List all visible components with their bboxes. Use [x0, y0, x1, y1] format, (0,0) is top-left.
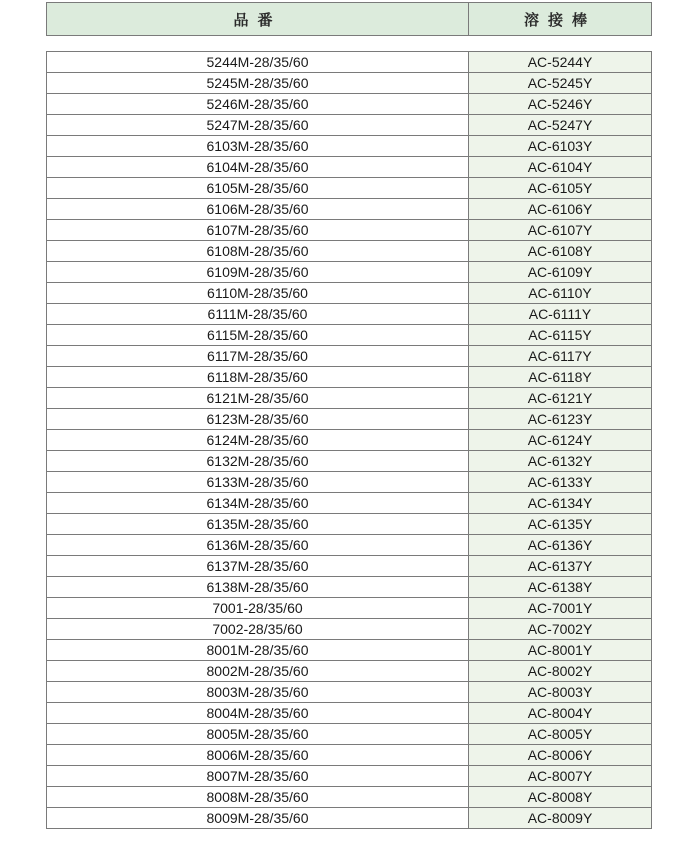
welding-rod-cell: AC-8005Y: [469, 724, 651, 744]
table-row: [47, 52, 651, 73]
part-number-cell: 8001M-28/35/60: [47, 640, 469, 660]
header-welding-rod: 溶接棒: [523, 10, 596, 29]
welding-rod-cell: AC-6110Y: [469, 283, 651, 303]
welding-rod-cell: AC-6137Y: [469, 556, 651, 576]
table-row: [47, 451, 651, 472]
table-row: [47, 682, 651, 703]
table-row: [47, 514, 651, 535]
welding-rod-cell: AC-6108Y: [469, 241, 651, 261]
welding-rod-cell: AC-6124Y: [469, 430, 651, 450]
part-number-cell: 8004M-28/35/60: [47, 703, 469, 723]
part-number-cell: 6106M-28/35/60: [47, 199, 469, 219]
table-row: [47, 136, 651, 157]
welding-rod-cell: AC-6118Y: [469, 367, 651, 387]
table-row: [47, 262, 651, 283]
table-row: [47, 619, 651, 640]
part-number-cell: 6124M-28/35/60: [47, 430, 469, 450]
part-number-cell: 8007M-28/35/60: [47, 766, 469, 786]
welding-rod-cell: AC-6138Y: [469, 577, 651, 597]
welding-rod-cell: AC-6121Y: [469, 388, 651, 408]
welding-rod-cell: AC-7001Y: [469, 598, 651, 618]
part-number-cell: 8003M-28/35/60: [47, 682, 469, 702]
table-row: [47, 808, 651, 829]
part-number-cell: 6105M-28/35/60: [47, 178, 469, 198]
welding-rod-cell: AC-6115Y: [469, 325, 651, 345]
part-number-cell: 6115M-28/35/60: [47, 325, 469, 345]
table-row: [47, 220, 651, 241]
table-row: [47, 241, 651, 262]
welding-rod-cell: AC-5244Y: [469, 52, 651, 72]
welding-rod-cell: AC-8009Y: [469, 808, 651, 828]
welding-rod-cell: AC-6105Y: [469, 178, 651, 198]
part-number-cell: 6103M-28/35/60: [47, 136, 469, 156]
part-number-cell: 6107M-28/35/60: [47, 220, 469, 240]
part-rod-table: [46, 51, 652, 829]
table-row: [47, 766, 651, 787]
part-number-cell: 6104M-28/35/60: [47, 157, 469, 177]
welding-rod-cell: AC-6111Y: [469, 304, 651, 324]
table-row: [47, 346, 651, 367]
table-row: [47, 745, 651, 766]
welding-rod-cell: AC-8006Y: [469, 745, 651, 765]
table-row: [47, 535, 651, 556]
table-row: [47, 703, 651, 724]
welding-rod-cell: AC-6123Y: [469, 409, 651, 429]
table-row: [47, 199, 651, 220]
part-number-cell: 6121M-28/35/60: [47, 388, 469, 408]
part-number-cell: 8008M-28/35/60: [47, 787, 469, 807]
table-row: [47, 325, 651, 346]
welding-rod-cell: AC-8004Y: [469, 703, 651, 723]
part-number-cell: 6117M-28/35/60: [47, 346, 469, 366]
welding-rod-cell: AC-5247Y: [469, 115, 651, 135]
table-row: [47, 556, 651, 577]
part-number-cell: 6118M-28/35/60: [47, 367, 469, 387]
part-number-cell: 6136M-28/35/60: [47, 535, 469, 555]
part-number-cell: 6135M-28/35/60: [47, 514, 469, 534]
table-row: [47, 115, 651, 136]
table-row: [47, 787, 651, 808]
part-number-cell: 6123M-28/35/60: [47, 409, 469, 429]
welding-rod-cell: AC-6132Y: [469, 451, 651, 471]
welding-rod-cell: AC-8007Y: [469, 766, 651, 786]
welding-rod-cell: AC-6109Y: [469, 262, 651, 282]
part-number-cell: 5244M-28/35/60: [47, 52, 469, 72]
welding-rod-cell: AC-5246Y: [469, 94, 651, 114]
part-number-cell: 6109M-28/35/60: [47, 262, 469, 282]
part-number-cell: 6137M-28/35/60: [47, 556, 469, 576]
part-number-cell: 8005M-28/35/60: [47, 724, 469, 744]
part-number-cell: 5246M-28/35/60: [47, 94, 469, 114]
part-number-cell: 6133M-28/35/60: [47, 472, 469, 492]
part-number-cell: 6134M-28/35/60: [47, 493, 469, 513]
part-number-cell: 5245M-28/35/60: [47, 73, 469, 93]
welding-rod-cell: AC-6136Y: [469, 535, 651, 555]
welding-rod-cell: AC-6103Y: [469, 136, 651, 156]
table-row: [47, 283, 651, 304]
table-row: [47, 640, 651, 661]
welding-rod-cell: AC-6117Y: [469, 346, 651, 366]
table-row: [47, 598, 651, 619]
welding-rod-cell: AC-7002Y: [469, 619, 651, 639]
table-row: [47, 94, 651, 115]
part-number-cell: 7001-28/35/60: [47, 598, 469, 618]
welding-rod-cell: AC-6134Y: [469, 493, 651, 513]
part-number-cell: 5247M-28/35/60: [47, 115, 469, 135]
welding-rod-cell: AC-6106Y: [469, 199, 651, 219]
table-header: [46, 2, 652, 36]
table-row: [47, 178, 651, 199]
part-number-cell: 6110M-28/35/60: [47, 283, 469, 303]
welding-rod-cell: AC-8001Y: [469, 640, 651, 660]
welding-rod-cell: AC-5245Y: [469, 73, 651, 93]
welding-rod-cell: AC-8003Y: [469, 682, 651, 702]
part-number-cell: 6138M-28/35/60: [47, 577, 469, 597]
part-number-cell: 6132M-28/35/60: [47, 451, 469, 471]
welding-rod-cell: AC-6135Y: [469, 514, 651, 534]
part-number-cell: 8009M-28/35/60: [47, 808, 469, 828]
part-number-cell: 6111M-28/35/60: [47, 304, 469, 324]
part-number-cell: 8002M-28/35/60: [47, 661, 469, 681]
table-row: [47, 388, 651, 409]
table-row: [47, 661, 651, 682]
table-row: [47, 367, 651, 388]
part-number-cell: 6108M-28/35/60: [47, 241, 469, 261]
welding-rod-cell: AC-6104Y: [469, 157, 651, 177]
header-part-number: 品番: [47, 3, 469, 35]
table-row: [47, 73, 651, 94]
welding-rod-cell: AC-6133Y: [469, 472, 651, 492]
table-row: [47, 304, 651, 325]
part-number-cell: 7002-28/35/60: [47, 619, 469, 639]
part-number-cell: 8006M-28/35/60: [47, 745, 469, 765]
table-row: [47, 493, 651, 514]
table-row: [47, 430, 651, 451]
table-row: [47, 409, 651, 430]
table-row: [47, 724, 651, 745]
welding-rod-cell: AC-6107Y: [469, 220, 651, 240]
welding-rod-cell: AC-8002Y: [469, 661, 651, 681]
welding-rod-cell: AC-8008Y: [469, 787, 651, 807]
table-row: [47, 157, 651, 178]
table-row: [47, 472, 651, 493]
table-row: [47, 577, 651, 598]
